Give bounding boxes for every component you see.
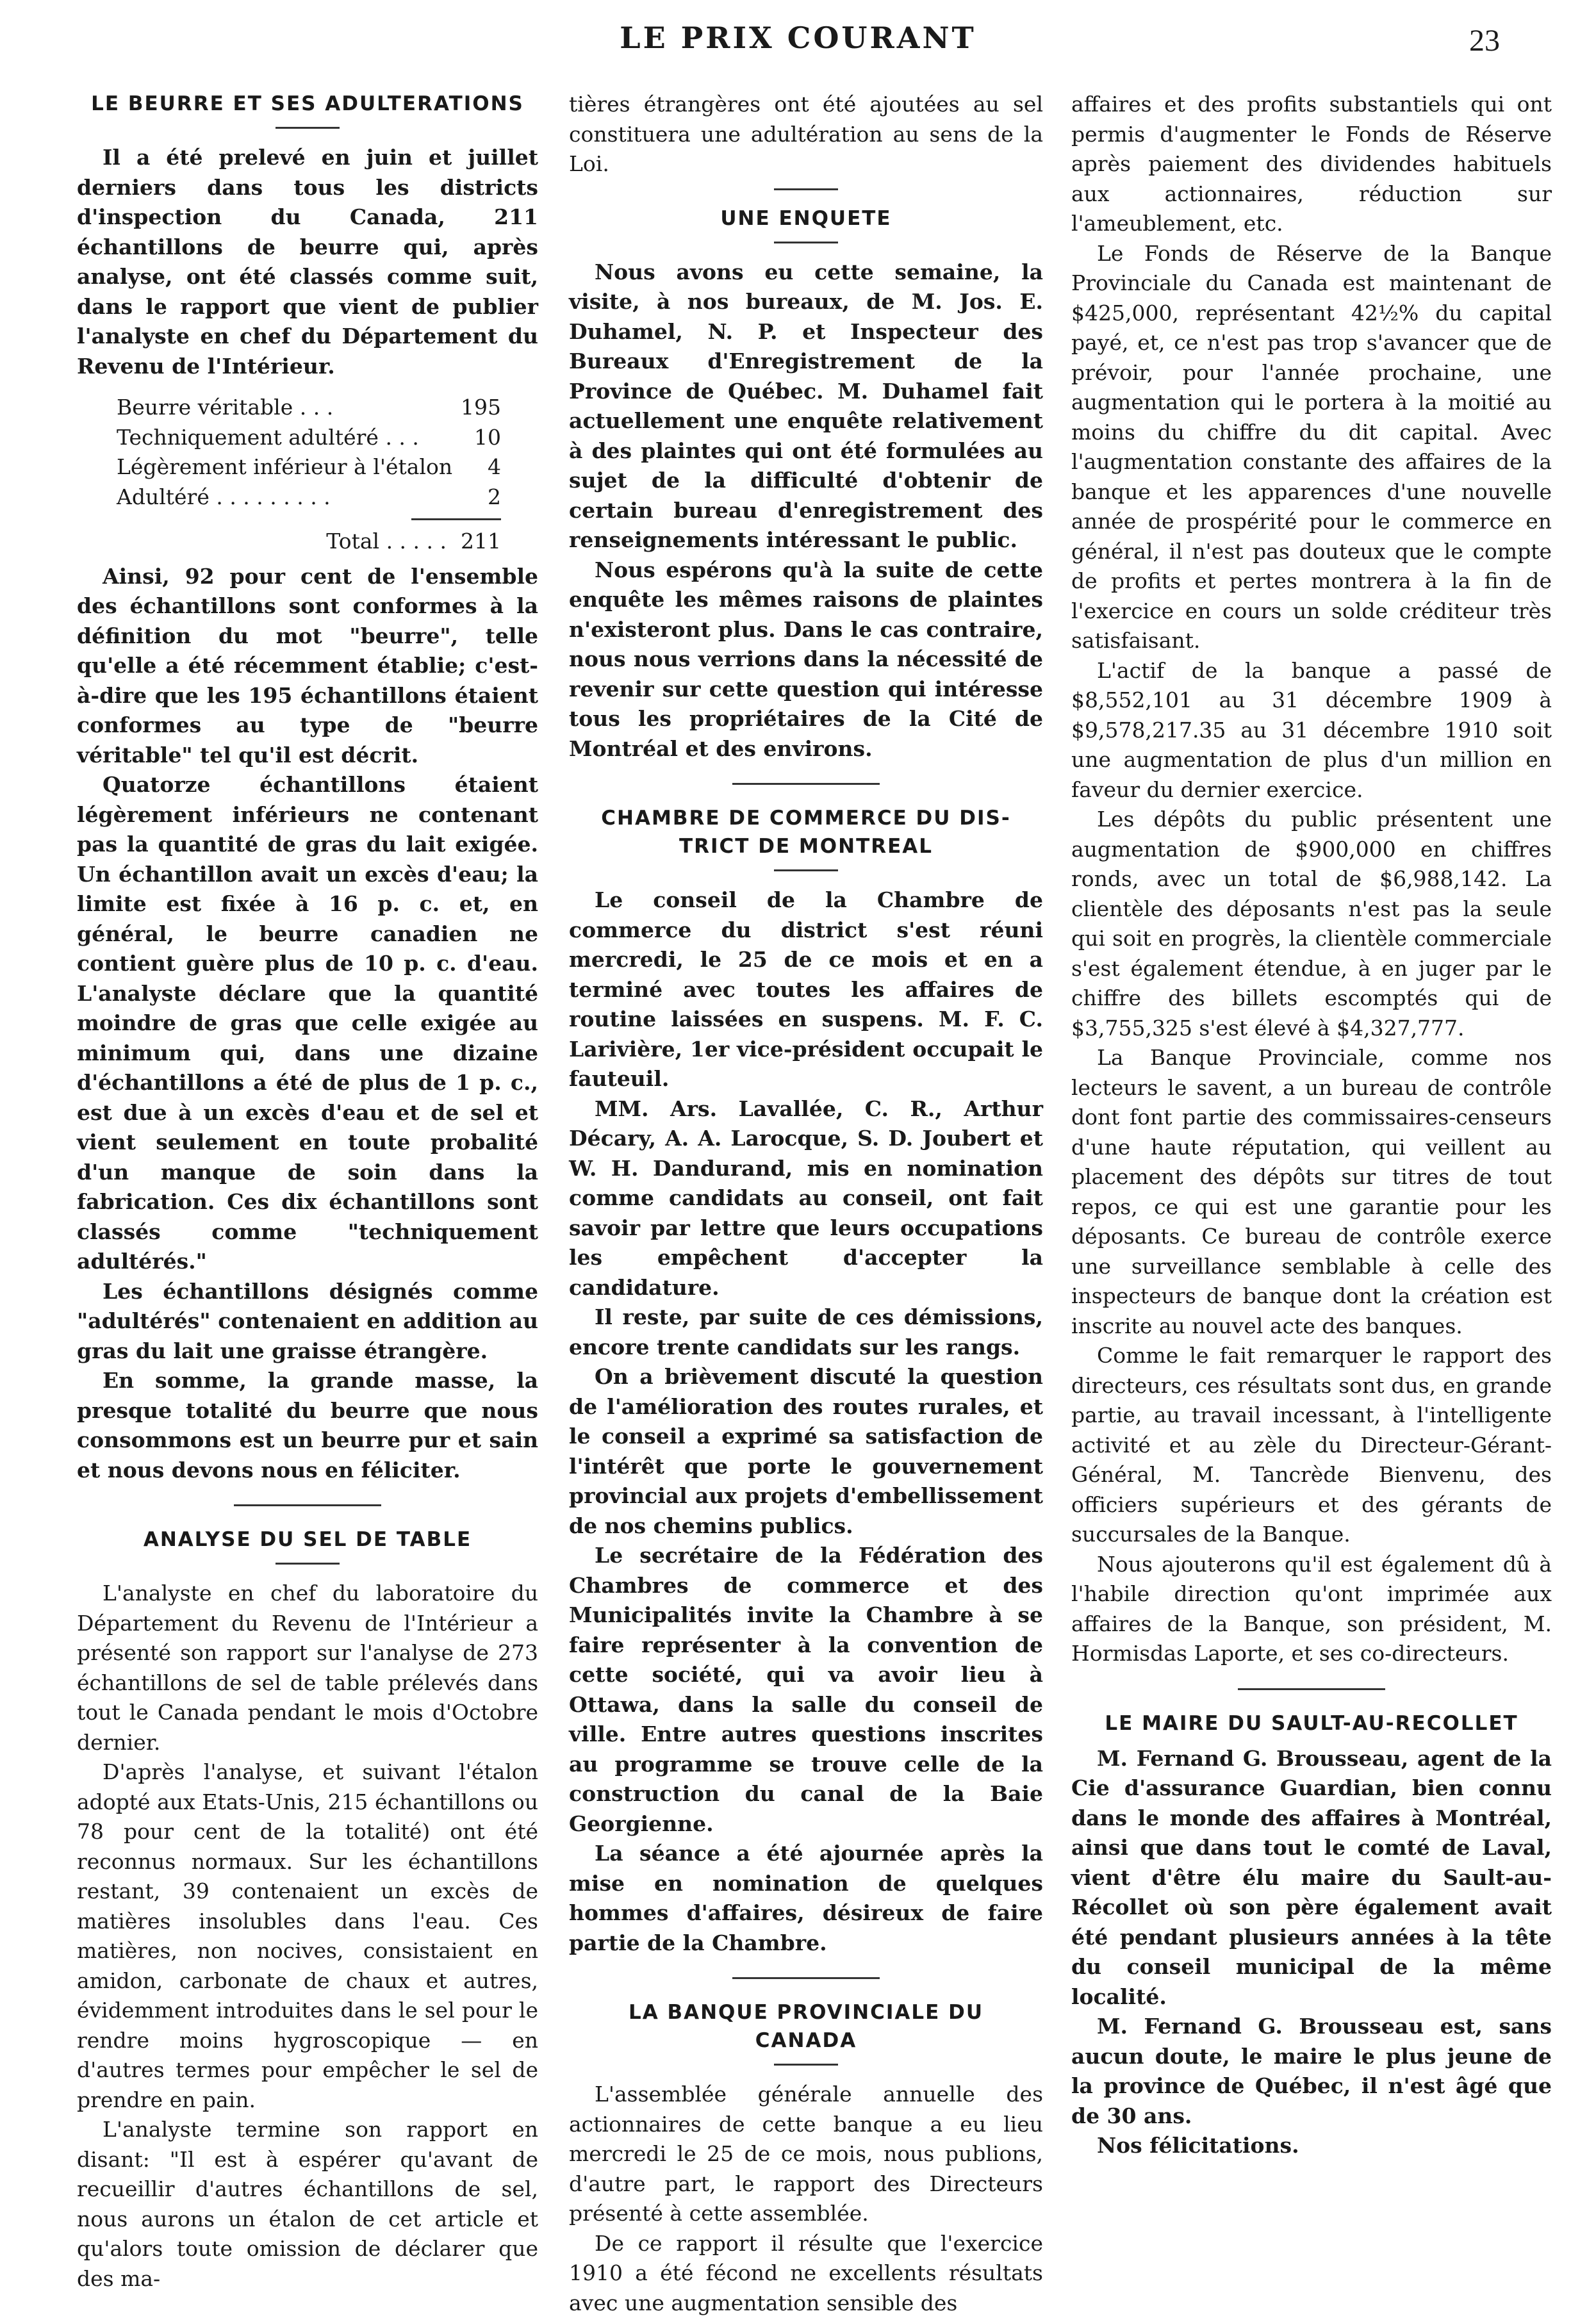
paragraph: Il reste, par suite de ces démissions, encore trente candidats sur les rangs. [569,1303,1043,1362]
article-heading: UNE ENQUETE [569,204,1043,233]
table-value: 10 [474,423,501,453]
article-heading: CHAMBRE DE COMMERCE DU DIS- TRICT DE MONTREAL [569,804,1043,860]
table-total-row [117,527,501,557]
paragraph: Les échantillons désignés comme "adultérés" contenaient en addition au gras du lait une graisse étrangère. [77,1277,538,1367]
paragraph: Nous espérons qu'à la suite de cette enquête les mêmes raisons de plaintes n'existeront plus. Dans le cas contraire, nous nous verrions dans la nécessité de revenir sur cette question qui intéresse tous les propriétaires de la Cité de Montréal et des environs. [569,555,1043,764]
page-header [0,0,1596,83]
divider [276,1563,340,1565]
column-3 [1071,90,1552,2161]
paragraph: Ainsi, 92 pour cent de l'ensemble des échantillons sont conformes à la définition du mot "beurre", telle qu'elle a été récemment établie; c'est-à-dire que les 195 échantillons étaient conformes au type de "beurre véritable" tel qu'il est décrit. [77,562,538,771]
table-value: 4 [488,452,501,482]
article-banque [569,1998,1043,2318]
divider [774,242,838,243]
paragraph: Le Fonds de Réserve de la Banque Provinciale du Canada est maintenant de $425,000, représentant 42½% du capital payé, et, ce n'est pas trop s'avancer que de prévoir, pour l'année prochaine, une augmentation qui le portera à la moitié au moins du chiffre du dit capital. Avec l'augmentation constante des affaires de la banque et les apparences d'une nouvelle année de prospérité pour le commerce en général, il n'est pas douteux que le compte de profits et pertes montrera à la fin de l'exercice en cours un solde créditeur très satisfaisant. [1071,239,1552,656]
page-number: 23 [1469,23,1500,58]
article-heading: LE BEURRE ET SES ADULTERATIONS [77,90,538,118]
article-separator [732,783,880,785]
paragraph-continued: tières étrangères ont été ajoutées au sel constituera une adultération au sens de la Loi. [569,90,1043,179]
column-1 [77,90,538,2294]
article-beurre [77,90,538,1485]
article-heading: ANALYSE DU SEL DE TABLE [77,1525,538,1554]
table-row [117,452,501,482]
total-label: Total . . . . . [326,527,447,557]
article-enquete [569,204,1043,764]
paragraph: En somme, la grande masse, la presque totalité du beurre que nous consommons est un beurre pur et sain et nous devons nous en féliciter. [77,1366,538,1485]
table-row [117,423,501,453]
paragraph: Comme le fait remarquer le rapport des directeurs, ces résultats sont dus, en grande partie, au travail incessant, à l'intelligente activité et au zèle du Directeur-Gérant-Général, M. Tancrède Bienvenu, des officiers supérieurs et des gérants de succursales de la Banque. [1071,1341,1552,1550]
column-2 [569,90,1043,2318]
table-label: Beurre véritable . . . [117,393,333,423]
divider [774,188,838,190]
paragraph: D'après l'analyse, et suivant l'étalon adopté aux Etats-Unis, 215 échantillons ou 78 pour cent de la totalité) ont été reconnus normaux. Sur les échantillons restant, 39 contenaient un excès de matières insolubles dans l'eau. Ces matières, non nocives, consistaient en amidon, carbonate de chaux et autres, évidemment introduites dans le sel pour le rendre moins hygroscopique — en d'autres termes pour empêcher le sel de prendre en pain. [77,1757,538,2115]
divider [774,2064,838,2066]
paragraph: M. Fernand G. Brousseau est, sans aucun doute, le maire le plus jeune de la province de Québec, il n'est âgé que de 30 ans. [1071,2012,1552,2131]
paragraph-continued: affaires et des profits substantiels qui ont permis d'augmenter le Fonds de Réserve après paiement des dividendes habituels aux actionnaires, réduction sur l'ameublement, etc. [1071,90,1552,239]
article-separator [234,1504,381,1506]
paragraph: L'analyste termine son rapport en disant: "Il est à espérer qu'avant de recueillir d'autres échantillons de sel, nous aurons un étalon de cet article et qu'alors toute omission de déclarer que des ma- [77,2115,538,2294]
sample-table [117,393,501,557]
running-title: LE PRIX COURANT [0,21,1596,55]
table-label: Légèrement inférieur à l'étalon [117,452,452,482]
paragraph: Le secrétaire de la Fédération des Chambres de commerce et des Municipalités invite la Chambre à se faire représenter à la convention de cette société, qui va avoir lieu à Ottawa, dans la salle du conseil de ville. Entre autres questions inscrites au programme se trouve celle de la construction du canal de la Baie Georgienne. [569,1541,1043,1839]
paragraph: La séance a été ajournée après la mise en nomination de quelques hommes d'affaires, désireux de faire partie de la Chambre. [569,1839,1043,1958]
paragraph: Les dépôts du public présentent une augmentation de $900,000 en chiffres ronds, avec un total de $6,988,142. La clientèle des déposants n'est pas la seule qui soit en progrès, la clientèle commerciale s'est également étendue, à en juger par le chiffre des billets escomptés qui de $3,755,325 s'est élevé à $4,327,777. [1071,805,1552,1043]
table-row [117,393,501,423]
article-maire [1071,1709,1552,2161]
paragraph: Le conseil de la Chambre de commerce du district s'est réuni mercredi, le 25 de ce mois et en a terminé avec toutes les affaires de routine laissées en suspens. M. F. C. Larivière, 1er vice-président occupait le fauteuil. [569,885,1043,1094]
paragraph: La Banque Provinciale, comme nos lecteurs le savent, a un bureau de contrôle dont font partie des commissaires-censeurs d'une haute réputation, qui veillent au placement des dépôts sur titres de tout repos, ce qui est une garantie pour les déposants. Ce bureau de contrôle exerce une surveillance semblable à celle des inspecteurs de banque dont la création est inscrite au nouvel acte des banques. [1071,1043,1552,1341]
paragraph: Nous avons eu cette semaine, la visite, à nos bureaux, de M. Jos. E. Duhamel, N. P. et Inspecteur des Bureaux d'Enregistrement de la Province de Québec. M. Duhamel fait actuellement une enquête relativement à des plaintes qui ont été formulées au sujet de la difficulté d'obtenir de certain bureau d'enregistrement des renseignements intéressant le public. [569,258,1043,555]
paragraph: Il a été prelevé en juin et juillet derniers dans tous les districts d'inspection du Canada, 211 échantillons de beurre qui, après analyse, ont été classés comme suit, dans le rapport que vient de publier l'analyste en chef du Département du Revenu de l'Intérieur. [77,143,538,381]
paragraph: L'analyste en chef du laboratoire du Département du Revenu de l'Intérieur a présenté son rapport sur l'analyse de 273 échantillons de sel de table prélevés dans tout le Canada pendant le mois d'Octobre dernier. [77,1579,538,1757]
paragraph: L'actif de la banque a passé de $8,552,101 au 31 décembre 1909 à $9,578,217.35 au 31 décembre 1910 soit une augmentation de plus d'un million en faveur du dernier exercice. [1071,656,1552,805]
article-heading: LE MAIRE DU SAULT-AU-RECOLLET [1071,1709,1552,1738]
paragraph: Nous ajouterons qu'il est également dû à l'habile direction qu'ont imprimée aux affaires de la Banque, son président, M. Hormisdas Laporte, et ses co-directeurs. [1071,1550,1552,1669]
table-row [117,482,501,513]
paragraph: MM. Ars. Lavallée, C. R., Arthur Décary, A. A. Larocque, S. D. Joubert et W. H. Dandurand, mis en nomination comme candidats au conseil, ont fait savoir par lettre que leurs occupations les empêchent d'accepter la candidature. [569,1094,1043,1303]
article-sel [77,1525,538,2294]
article-separator [1238,1688,1385,1690]
paragraph: L'assemblée générale annuelle des actionnaires de cette banque a eu lieu mercredi le 25 de ce mois, nous publions, d'autre part, le rapport des Directeurs présenté à cette assemblée. [569,2080,1043,2229]
total-value: 211 [461,527,501,557]
total-rule [411,518,501,520]
article-chambre [569,804,1043,1958]
paragraph: On a brièvement discuté la question de l'amélioration des routes rurales, et le conseil a exprimé sa satisfaction de l'intérêt que porte le gouvernement provincial aux projets d'embellissement de nos chemins publics. [569,1362,1043,1541]
table-value: 2 [488,482,501,513]
paragraph: De ce rapport il résulte que l'exercice 1910 a été fécond ne excellents résultats avec une augmentation sensible des [569,2229,1043,2318]
divider [276,127,340,129]
table-value: 195 [461,393,501,423]
divider [774,869,838,871]
article-heading: LA BANQUE PROVINCIALE DU CANADA [569,1998,1043,2055]
article-separator [732,1977,880,1979]
paragraph: Nos félicitations. [1071,2131,1552,2161]
paragraph: M. Fernand G. Brousseau, agent de la Cie d'assurance Guardian, bien connu dans le monde des affaires à Montréal, ainsi que dans tout le comté de Laval, vient d'être élu maire du Sault-au-Récollet où son père également avait été pendant plusieurs années à la tête du conseil municipal de la même localité. [1071,1744,1552,2012]
table-label: Adultéré . . . . . . . . . [117,482,331,513]
table-label: Techniquement adultéré . . . [117,423,419,453]
paragraph: Quatorze échantillons étaient légèrement inférieurs ne contenant pas la quantité de gras du lait exigée. Un échantillon avait un excès d'eau; la limite est fixée à 16 p. c. et, en général, le beurre canadien ne contient guère plus de 10 p. c. d'eau. L'analyste déclare que la quantité moindre de gras que celle exigée au minimum qui, dans une dizaine d'échantillons a été de plus de 1 p. c., est due à un excès d'eau et de sel et vient seulement en toute probalité d'un manque de soin dans la fabrication. Ces dix échantillons sont classés comme "techniquement adultérés." [77,770,538,1277]
